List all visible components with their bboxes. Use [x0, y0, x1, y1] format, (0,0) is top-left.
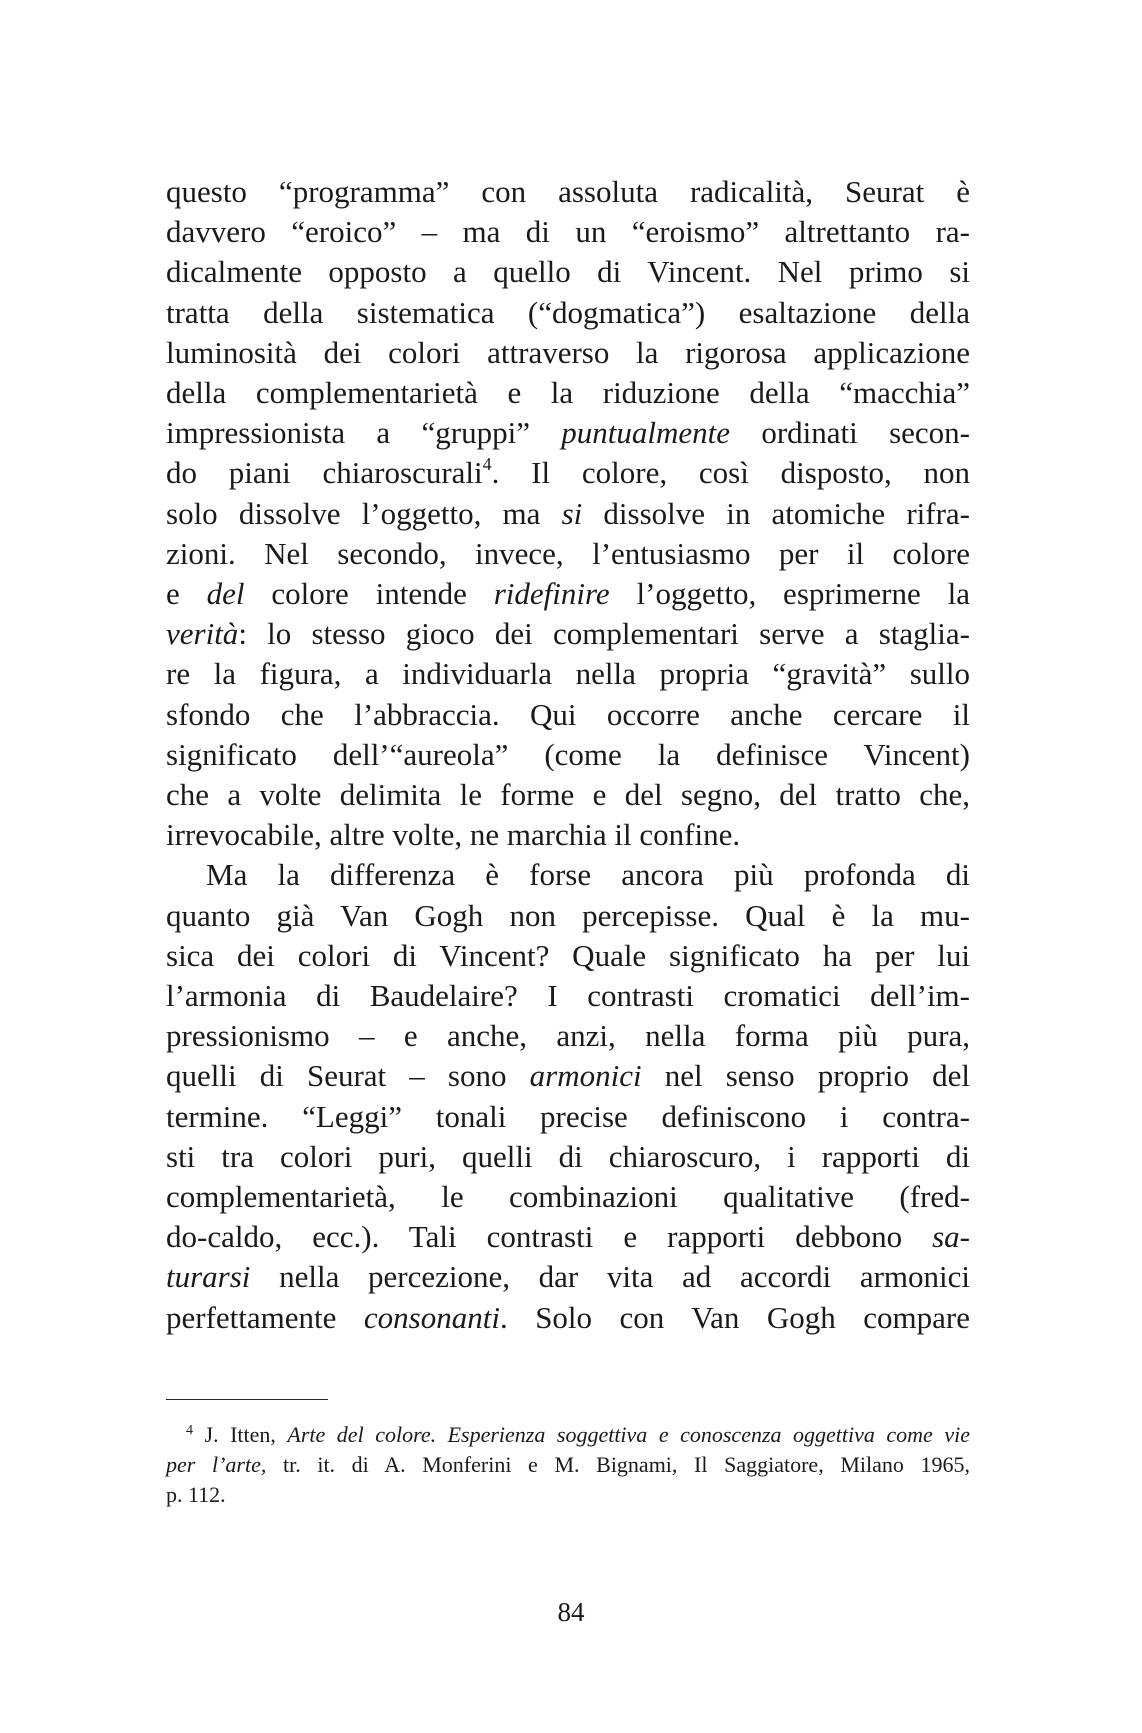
footnote-reference: 4: [482, 454, 492, 475]
italic-text: turarsi: [166, 1259, 251, 1295]
text-line: zioni. Nel secondo, invece, l’entusiasmo per il colore: [166, 535, 970, 571]
text-run: perfettamente: [166, 1299, 364, 1335]
text-line: Ma la differenza è forse ancora più profonda di: [206, 857, 970, 893]
text-line: questo “programma” con assoluta radicalità, Seurat è: [166, 174, 970, 209]
text-line: [166, 1056, 970, 1096]
text-line: [166, 453, 970, 493]
text-line: significato dell’“aureola” (come la definisce Vincent): [166, 736, 970, 772]
text-line: l’armonia di Baudelaire? I contrasti cromatici dell’im-: [166, 978, 970, 1014]
page-number: 84: [557, 1597, 585, 1627]
footnote-line: p. 112.: [166, 1482, 226, 1507]
paragraph: [166, 855, 970, 1337]
text-line: pressionismo – e anche, anzi, nella forma più pura,: [166, 1018, 970, 1054]
text-line: [166, 413, 970, 453]
text-run: do-caldo, ecc.). Tali contrasti e rapporti debbono: [166, 1219, 933, 1255]
text-run: quelli di Seurat – sono: [166, 1058, 530, 1094]
footnote-marker: 4: [186, 1423, 193, 1438]
text-line: termine. “Leggi” tonali precise definiscono i contra-: [166, 1098, 970, 1134]
text-line: [166, 1298, 970, 1338]
text-run: J. Itten,: [193, 1422, 288, 1447]
italic-text: consonanti: [363, 1299, 500, 1335]
main-text: [166, 172, 970, 1338]
text-line: luminosità dei colori attraverso la rigorosa applicazione: [166, 334, 970, 370]
text-line: che a volte delimita le forme e del segno, del tratto che,: [166, 777, 970, 813]
text-line: quanto già Van Gogh non percepisse. Qual è la mu-: [166, 897, 970, 933]
text-run: do piani chiaroscurali: [166, 455, 483, 491]
text-run: . Il colore, così disposto, non: [491, 455, 970, 491]
text-run: solo dissolve l’oggetto, ma: [166, 495, 562, 531]
italic-text: Arte del colore. Esperienza soggettiva e conoscenza oggettiva come vie: [287, 1422, 970, 1447]
text-run: nella percezione, dar vita ad accordi armonici: [250, 1259, 970, 1295]
italic-text: ridefinire: [493, 576, 610, 612]
text-line: irrevocabile, altre volte, ne marchia il confine.: [166, 817, 741, 853]
text-run: : lo stesso gioco dei complementari serve a staglia-: [238, 616, 970, 652]
text-line: della complementarietà e la riduzione della “macchia”: [166, 375, 970, 411]
italic-text: armonici: [529, 1058, 642, 1094]
text-run: ordinati secon-: [730, 415, 971, 451]
text-line: [166, 614, 970, 654]
text-run: e: [166, 576, 207, 612]
text-line: [166, 1217, 970, 1257]
text-line: sti tra colori puri, quelli di chiaroscuro, i rapporti di: [166, 1138, 970, 1174]
text-line: sica dei colori di Vincent? Quale significato ha per lui: [166, 937, 970, 973]
text-line: tratta della sistematica (“dogmatica”) esaltazione della: [166, 294, 970, 330]
footnote-line: [166, 1416, 970, 1450]
text-line: dicalmente opposto a quello di Vincent. Nel primo si: [166, 254, 970, 290]
italic-text: si: [561, 495, 583, 531]
text-run: l’oggetto, esprimerne la: [609, 576, 970, 612]
italic-text: verità: [166, 616, 239, 652]
paragraph: [166, 172, 970, 855]
text-line: [166, 494, 970, 534]
footnote: [166, 1416, 970, 1510]
text-line: sfondo che l’abbraccia. Qui occorre anche cercare il: [166, 696, 970, 732]
italic-text: sa-: [932, 1219, 970, 1255]
footnote-line: [166, 1450, 970, 1480]
text-run: colore intende: [244, 576, 494, 612]
text-line: [166, 1257, 970, 1297]
text-line: re la figura, a individuarla nella propria “gravità” sullo: [166, 656, 970, 692]
text-run: impressionista a “gruppi”: [166, 415, 562, 451]
italic-text: puntualmente: [561, 415, 731, 451]
text-line: [166, 574, 970, 614]
text-line: davvero “eroico” – ma di un “eroismo” altrettanto ra-: [166, 214, 970, 250]
text-run: nel senso proprio del: [641, 1058, 970, 1094]
text-run: tr. it. di A. Monferini e M. Bignami, Il Saggiatore, Milano 1965,: [266, 1452, 971, 1477]
text-run: . Solo con Van Gogh compare: [499, 1299, 970, 1335]
text-line: complementarietà, le combinazioni qualitative (fred-: [166, 1179, 970, 1215]
italic-text: del: [206, 576, 245, 612]
footnote-divider: [166, 1399, 328, 1400]
italic-text: per l’arte,: [166, 1452, 267, 1477]
text-run: dissolve in atomiche rifra-: [582, 495, 970, 531]
